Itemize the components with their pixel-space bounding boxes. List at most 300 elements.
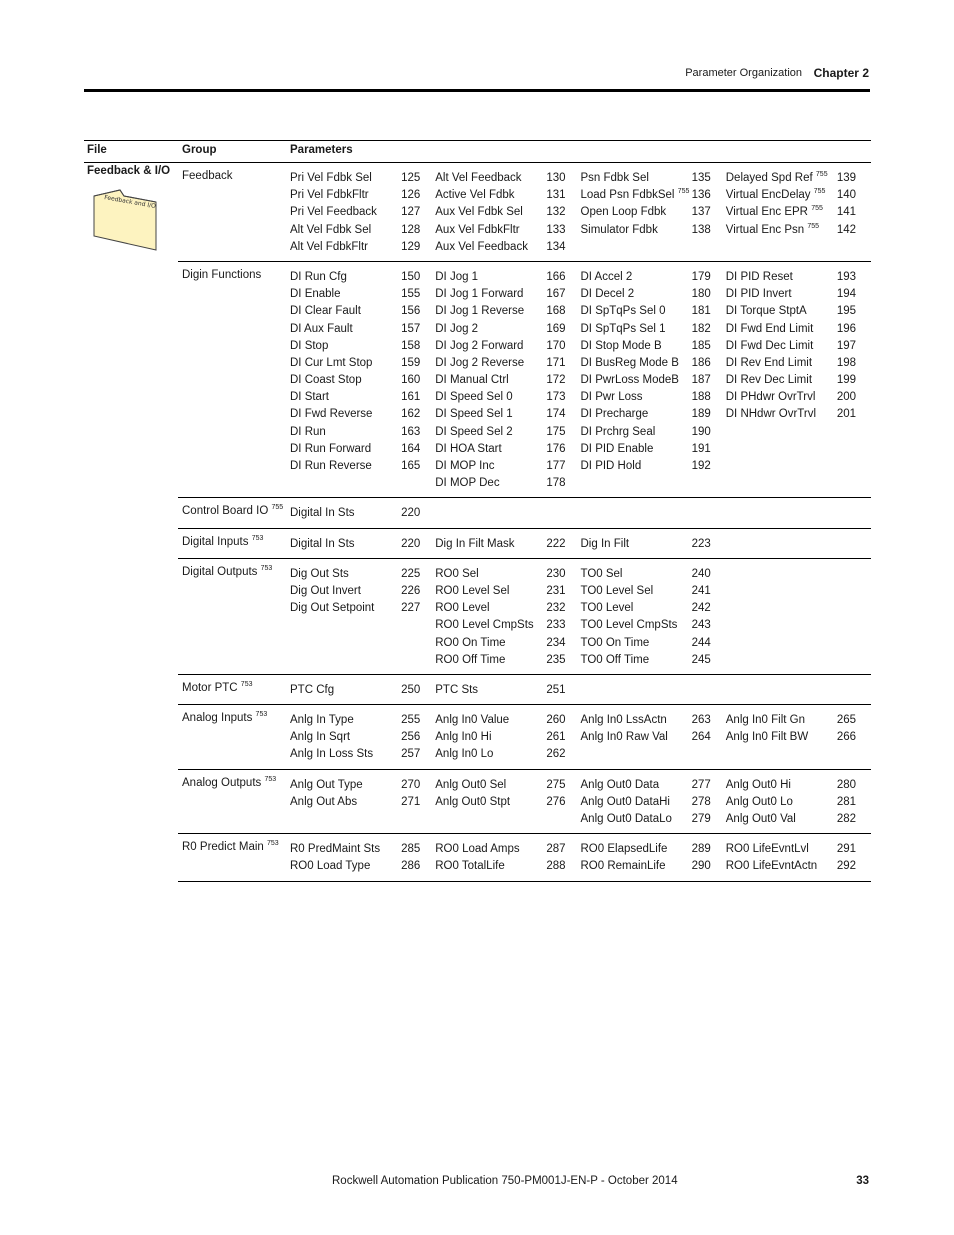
parameter-number: 127 [401, 206, 421, 219]
group-name-text: Motor PTC [182, 681, 238, 694]
parameter-row [435, 441, 580, 458]
group-name [182, 566, 272, 578]
parameter-number: 225 [401, 567, 421, 580]
parameter-number: 271 [401, 795, 421, 808]
parameter-number: 287 [546, 843, 566, 856]
parameter-number: 197 [836, 339, 856, 352]
parameter-number: 130 [546, 172, 566, 184]
parameter-name-text: RO0 TotalLife [435, 860, 505, 873]
parameter-name [435, 458, 494, 475]
group-list [84, 163, 871, 882]
parameter-name [726, 841, 809, 858]
parameter-number: 250 [401, 683, 421, 696]
parameter-name-text: DI Rev Dec Limit [725, 374, 813, 387]
parameter-row [726, 729, 871, 746]
parameter-name [726, 338, 814, 355]
folder-icon [90, 188, 160, 252]
parameter-row [435, 458, 580, 475]
parameter-columns [290, 536, 871, 553]
parameter-name [290, 170, 372, 187]
parameter-name-text: Anlg In Type [290, 714, 354, 727]
parameter-row [726, 858, 871, 875]
parameter-number: 163 [401, 425, 421, 438]
parameter-row [290, 712, 435, 729]
parameter-row [726, 269, 871, 286]
parameter-name-text: Pri Vel FdbkFltr [290, 189, 369, 202]
parameter-number: 201 [836, 408, 856, 421]
parameter-row [290, 858, 435, 875]
parameter-number: 241 [691, 584, 711, 597]
parameter-name [581, 536, 630, 553]
parameter-name [581, 777, 660, 794]
parameter-name-text: Anlg Out0 DataHi [580, 795, 670, 808]
parameter-name-text: Anlg In Sqrt [290, 731, 351, 744]
group-name [182, 777, 276, 789]
parameter-row [581, 841, 726, 858]
group-drive-superscript: 753 [240, 680, 253, 688]
parameter-name [435, 239, 528, 256]
parameter-name-text: DI Speed Sel 1 [435, 408, 513, 421]
parameter-column [581, 841, 726, 875]
parameter-name [290, 536, 355, 553]
parameter-number: 150 [401, 270, 421, 283]
parameter-row [435, 652, 580, 669]
parameter-row [726, 389, 871, 406]
parameter-name [581, 566, 623, 583]
parameter-column [435, 841, 580, 875]
parameter-name [435, 652, 505, 669]
parameter-number: 125 [401, 172, 421, 184]
parameter-name-text: Anlg Out0 Hi [725, 778, 791, 791]
group-drive-superscript: 753 [264, 775, 277, 783]
publication-info: Rockwell Automation Publication 750-PM001J-EN-P - October 2014 [332, 1175, 678, 1187]
parameter-name-text: Digital In Sts [290, 507, 355, 520]
parameter-row [726, 222, 871, 239]
parameter-number: 142 [836, 223, 856, 236]
parameter-number: 234 [546, 636, 566, 649]
parameter-column [581, 269, 726, 492]
parameter-name [726, 187, 826, 204]
parameter-number: 156 [401, 305, 421, 318]
parameter-name-text: DI Prchrg Seal [580, 425, 656, 438]
parameter-name [435, 424, 512, 441]
parameter-number: 157 [401, 322, 421, 335]
parameter-column [726, 505, 871, 522]
parameter-row [581, 204, 726, 221]
group-row [178, 163, 871, 262]
parameter-name-text: DI PID Enable [580, 442, 654, 455]
parameter-name-text: Anlg In0 Filt Gn [725, 714, 806, 727]
parameter-row [290, 566, 435, 583]
parameter-name-text: Anlg In0 LssActn [580, 714, 667, 727]
parameter-number: 135 [691, 172, 711, 184]
parameter-row [726, 187, 871, 204]
parameter-column [581, 505, 726, 522]
parameter-row [290, 372, 435, 389]
parameter-row [581, 777, 726, 794]
parameter-name [435, 269, 478, 286]
parameter-row [290, 746, 435, 763]
parameter-column [726, 712, 871, 764]
parameter-number: 136 [691, 189, 711, 202]
parameter-name [435, 441, 501, 458]
parameter-number: 231 [546, 584, 566, 597]
parameter-name [435, 372, 509, 389]
parameter-column [435, 566, 580, 669]
parameter-row [290, 286, 435, 303]
parameter-name-text: DI Cur Lmt Stop [290, 356, 373, 369]
parameter-name-text: RO0 Level CmpSts [435, 619, 534, 632]
parameter-row [435, 321, 580, 338]
parameter-name-text: TO0 Off Time [580, 653, 650, 666]
parameter-name [435, 406, 512, 423]
parameter-number: 277 [691, 778, 711, 791]
parameter-drive-superscript: 755 [813, 188, 826, 196]
header-section-title: Parameter Organization [685, 67, 802, 79]
parameter-row [290, 841, 435, 858]
parameter-row [581, 372, 726, 389]
parameter-row [290, 239, 435, 256]
parameter-name-text: DI SpTqPs Sel 0 [580, 305, 666, 318]
parameter-name [290, 338, 328, 355]
parameter-name-text: DI Aux Fault [290, 322, 353, 335]
header-rule [84, 89, 870, 92]
parameter-row [435, 635, 580, 652]
parameter-name-text: DI MOP Inc [435, 460, 495, 472]
parameter-name-text: DI Jog 1 Reverse [435, 305, 525, 318]
parameter-name-text: Anlg Out0 Stpt [435, 795, 511, 808]
parameter-name [726, 777, 791, 794]
parameter-number: 134 [546, 240, 566, 253]
parameter-name-text: RO0 Level [435, 602, 490, 615]
group-name [182, 682, 252, 694]
parameter-row [435, 617, 580, 634]
parameter-number: 172 [546, 374, 566, 387]
parameter-column [290, 841, 435, 875]
parameter-name-text: DI Pwr Loss [580, 391, 643, 404]
group-name [182, 536, 263, 548]
parameter-name [435, 600, 489, 617]
parameter-name-text: DI Run Reverse [290, 460, 372, 472]
parameter-name-text: Anlg Out Type [290, 778, 363, 791]
parameter-row [581, 441, 726, 458]
parameter-name-text: PTC Cfg [290, 683, 335, 696]
parameter-number: 162 [401, 408, 421, 421]
parameter-name [435, 170, 521, 187]
column-header-file: File [87, 144, 107, 156]
parameter-row [581, 222, 726, 239]
parameter-name-text: DI Clear Fault [290, 305, 361, 318]
column-header-group: Group [182, 144, 217, 156]
parameter-name-text: DI Run Cfg [290, 270, 347, 283]
page-header [84, 66, 870, 84]
group-name-text: Control Board IO [182, 505, 269, 518]
parameter-row [726, 811, 871, 828]
parameter-name [581, 617, 678, 634]
parameter-column [435, 682, 580, 699]
parameter-name [581, 583, 654, 600]
parameter-name-text: DI Run Forward [290, 442, 372, 455]
parameter-row [435, 841, 580, 858]
parameter-name [726, 321, 814, 338]
parameter-name-text: RO0 Sel [435, 567, 479, 580]
parameter-number: 223 [691, 537, 711, 550]
parameter-row [435, 682, 580, 699]
parameter-number: 195 [836, 305, 856, 318]
parameter-name [435, 321, 478, 338]
parameter-name [290, 712, 354, 729]
parameter-name-text: Dig Out Setpoint [290, 602, 375, 615]
parameter-name [435, 566, 478, 583]
parameter-row [581, 635, 726, 652]
parameter-number: 226 [401, 584, 421, 597]
group-row [178, 834, 871, 881]
parameter-row [290, 389, 435, 406]
parameter-name [581, 355, 679, 372]
table-header [84, 140, 871, 163]
parameter-drive-superscript: 755 [815, 171, 828, 178]
parameter-name-text: Anlg In0 Lo [435, 748, 494, 761]
parameter-number: 266 [836, 731, 856, 744]
parameter-name [290, 222, 371, 239]
parameter-row [290, 458, 435, 475]
parameter-column [581, 566, 726, 669]
parameter-row [290, 321, 435, 338]
parameter-column [290, 777, 435, 829]
parameter-number: 270 [401, 778, 421, 791]
parameter-number: 128 [401, 223, 421, 236]
group-name [182, 841, 279, 853]
parameter-name-text: RO0 Off Time [435, 653, 506, 666]
parameter-columns [290, 841, 871, 875]
parameter-name-text: Virtual EncDelay [725, 189, 811, 202]
parameter-name [581, 269, 633, 286]
group-name-text: Digital Outputs [182, 565, 258, 578]
parameter-name [290, 794, 357, 811]
parameter-name-text: DI Manual Ctrl [435, 374, 509, 387]
parameter-column [290, 269, 435, 492]
parameter-name-text: DI Fwd Dec Limit [725, 339, 814, 352]
parameter-name-text: DI Fwd Reverse [290, 408, 373, 421]
parameter-row [290, 441, 435, 458]
parameter-row [581, 712, 726, 729]
parameter-row [726, 321, 871, 338]
parameter-name [435, 536, 514, 553]
parameter-name-text: Dig In Filt Mask [435, 537, 515, 550]
parameter-name [290, 424, 326, 441]
parameter-name-text: DI Enable [290, 288, 341, 301]
parameter-name-text: DI Jog 1 [435, 270, 479, 283]
parameter-name [726, 406, 816, 423]
parameter-name [726, 712, 805, 729]
parameter-column [290, 682, 435, 699]
parameter-name [581, 794, 671, 811]
parameter-row [435, 794, 580, 811]
parameter-row [581, 652, 726, 669]
parameter-name-text: DI SpTqPs Sel 1 [580, 322, 666, 335]
parameter-row [435, 600, 580, 617]
parameter-column [435, 505, 580, 522]
parameter-row [290, 583, 435, 600]
parameter-name [581, 372, 679, 389]
parameter-drive-superscript: 755 [677, 188, 690, 196]
group-row [178, 559, 871, 675]
group-name [182, 505, 283, 517]
parameter-name [290, 187, 369, 204]
parameter-name [290, 286, 341, 303]
parameter-row [435, 239, 580, 256]
column-header-parameters: Parameters [290, 144, 353, 156]
parameter-name [581, 204, 667, 221]
parameter-name-text: Dig Out Invert [290, 584, 361, 597]
parameter-name-text: DI Stop Mode B [580, 339, 662, 352]
parameter-row [435, 170, 580, 187]
parameter-name [581, 338, 662, 355]
parameter-name-text: DI Rev End Limit [725, 356, 813, 369]
parameter-row [435, 187, 580, 204]
parameter-row [726, 406, 871, 423]
parameter-number: 155 [401, 288, 421, 301]
parameter-name [290, 746, 373, 763]
header-chapter: Chapter 2 [813, 66, 869, 80]
parameter-name-text: Alt Vel FdbkFltr [290, 240, 368, 253]
parameter-number: 281 [836, 795, 856, 808]
parameter-row [726, 170, 871, 187]
parameter-name-text: Virtual Enc Psn [725, 223, 805, 236]
parameter-row [435, 204, 580, 221]
parameter-row [290, 682, 435, 699]
parameter-name-text: DI Start [290, 391, 329, 404]
parameter-name [435, 635, 505, 652]
parameter-name-text: Aux Vel Feedback [435, 240, 528, 253]
parameter-row [581, 583, 726, 600]
parameter-number: 282 [836, 813, 856, 825]
parameter-number: 141 [836, 206, 856, 219]
parameter-name [726, 858, 817, 875]
parameter-name-text: TO0 On Time [580, 636, 650, 649]
parameter-number: 126 [401, 189, 421, 202]
parameter-name [581, 811, 672, 828]
parameter-number: 186 [691, 356, 711, 369]
parameter-number: 230 [546, 567, 566, 580]
page-number: 33 [856, 1175, 869, 1187]
parameter-column [290, 712, 435, 764]
parameter-number: 164 [401, 442, 421, 455]
parameter-number: 290 [691, 860, 711, 873]
parameter-name [435, 583, 509, 600]
parameter-number: 233 [546, 619, 566, 632]
parameter-number: 187 [691, 374, 711, 387]
group-row [178, 705, 871, 770]
parameter-name [726, 729, 808, 746]
parameter-row [435, 475, 580, 492]
parameter-name [726, 389, 816, 406]
parameter-column [435, 777, 580, 829]
parameter-columns [290, 170, 871, 256]
parameter-name-text: TO0 Level CmpSts [580, 619, 678, 632]
parameter-column [581, 682, 726, 699]
parameter-name [581, 303, 666, 320]
parameter-number: 193 [836, 270, 856, 283]
parameter-row [435, 536, 580, 553]
parameter-name [435, 794, 510, 811]
parameter-name-text: Aux Vel Fdbk Sel [435, 206, 523, 219]
parameter-row [581, 303, 726, 320]
parameter-column [726, 777, 871, 829]
parameter-name-text: Load Psn FdbkSel [580, 189, 675, 202]
parameter-number: 286 [401, 860, 421, 873]
parameter-name [290, 303, 361, 320]
parameter-number: 199 [836, 374, 856, 387]
parameter-name [435, 222, 519, 239]
parameter-number: 196 [836, 322, 856, 335]
parameter-number: 194 [836, 288, 856, 301]
parameter-number: 280 [836, 778, 856, 791]
parameter-number: 138 [691, 223, 711, 236]
parameter-name [435, 712, 509, 729]
parameter-number: 167 [546, 288, 566, 301]
parameter-name-text: DI Precharge [580, 408, 649, 421]
parameter-name [581, 600, 634, 617]
parameter-number: 257 [401, 748, 421, 761]
parameter-name [581, 187, 690, 204]
parameter-name [581, 712, 667, 729]
parameter-row [290, 187, 435, 204]
parameter-row [581, 729, 726, 746]
parameter-name-text: Anlg In0 Value [435, 714, 510, 727]
parameter-number: 179 [691, 270, 711, 283]
parameter-name [290, 566, 349, 583]
parameter-row [726, 794, 871, 811]
parameter-name [726, 286, 792, 303]
parameter-column [435, 269, 580, 492]
parameter-number: 279 [691, 813, 711, 825]
parameter-number: 188 [691, 391, 711, 404]
parameter-name-text: Delayed Spd Ref [725, 172, 813, 184]
parameter-name [726, 204, 823, 221]
parameter-number: 160 [401, 374, 421, 387]
parameter-number: 292 [836, 860, 856, 873]
parameter-name-text: DI PID Reset [725, 270, 793, 283]
parameter-number: 285 [401, 843, 421, 856]
parameter-row [726, 841, 871, 858]
parameter-drive-superscript: 755 [807, 222, 820, 230]
parameter-name-text: DI Speed Sel 0 [435, 391, 513, 404]
parameter-number: 265 [836, 714, 856, 727]
parameter-name-text: RO0 LifeEvntLvl [725, 843, 809, 856]
parameter-column [726, 269, 871, 492]
parameter-name-text: RO0 RemainLife [580, 860, 666, 873]
parameter-number: 289 [691, 843, 711, 856]
parameter-name-text: Open Loop Fdbk [580, 206, 667, 219]
parameter-name [290, 269, 347, 286]
parameter-number: 177 [546, 460, 566, 472]
parameter-row [581, 269, 726, 286]
parameter-name [290, 389, 329, 406]
parameter-number: 198 [836, 356, 856, 369]
parameter-name-text: Aux Vel FdbkFltr [435, 223, 520, 236]
parameter-row [726, 303, 871, 320]
parameter-column [290, 170, 435, 256]
parameter-number: 180 [691, 288, 711, 301]
parameter-name-text: DI Coast Stop [290, 374, 362, 387]
parameter-row [581, 811, 726, 828]
group-drive-superscript: 753 [260, 564, 273, 572]
parameter-columns [290, 505, 871, 522]
group-row [178, 498, 871, 528]
parameter-name-text: DI Stop [290, 339, 329, 352]
parameter-column [435, 712, 580, 764]
